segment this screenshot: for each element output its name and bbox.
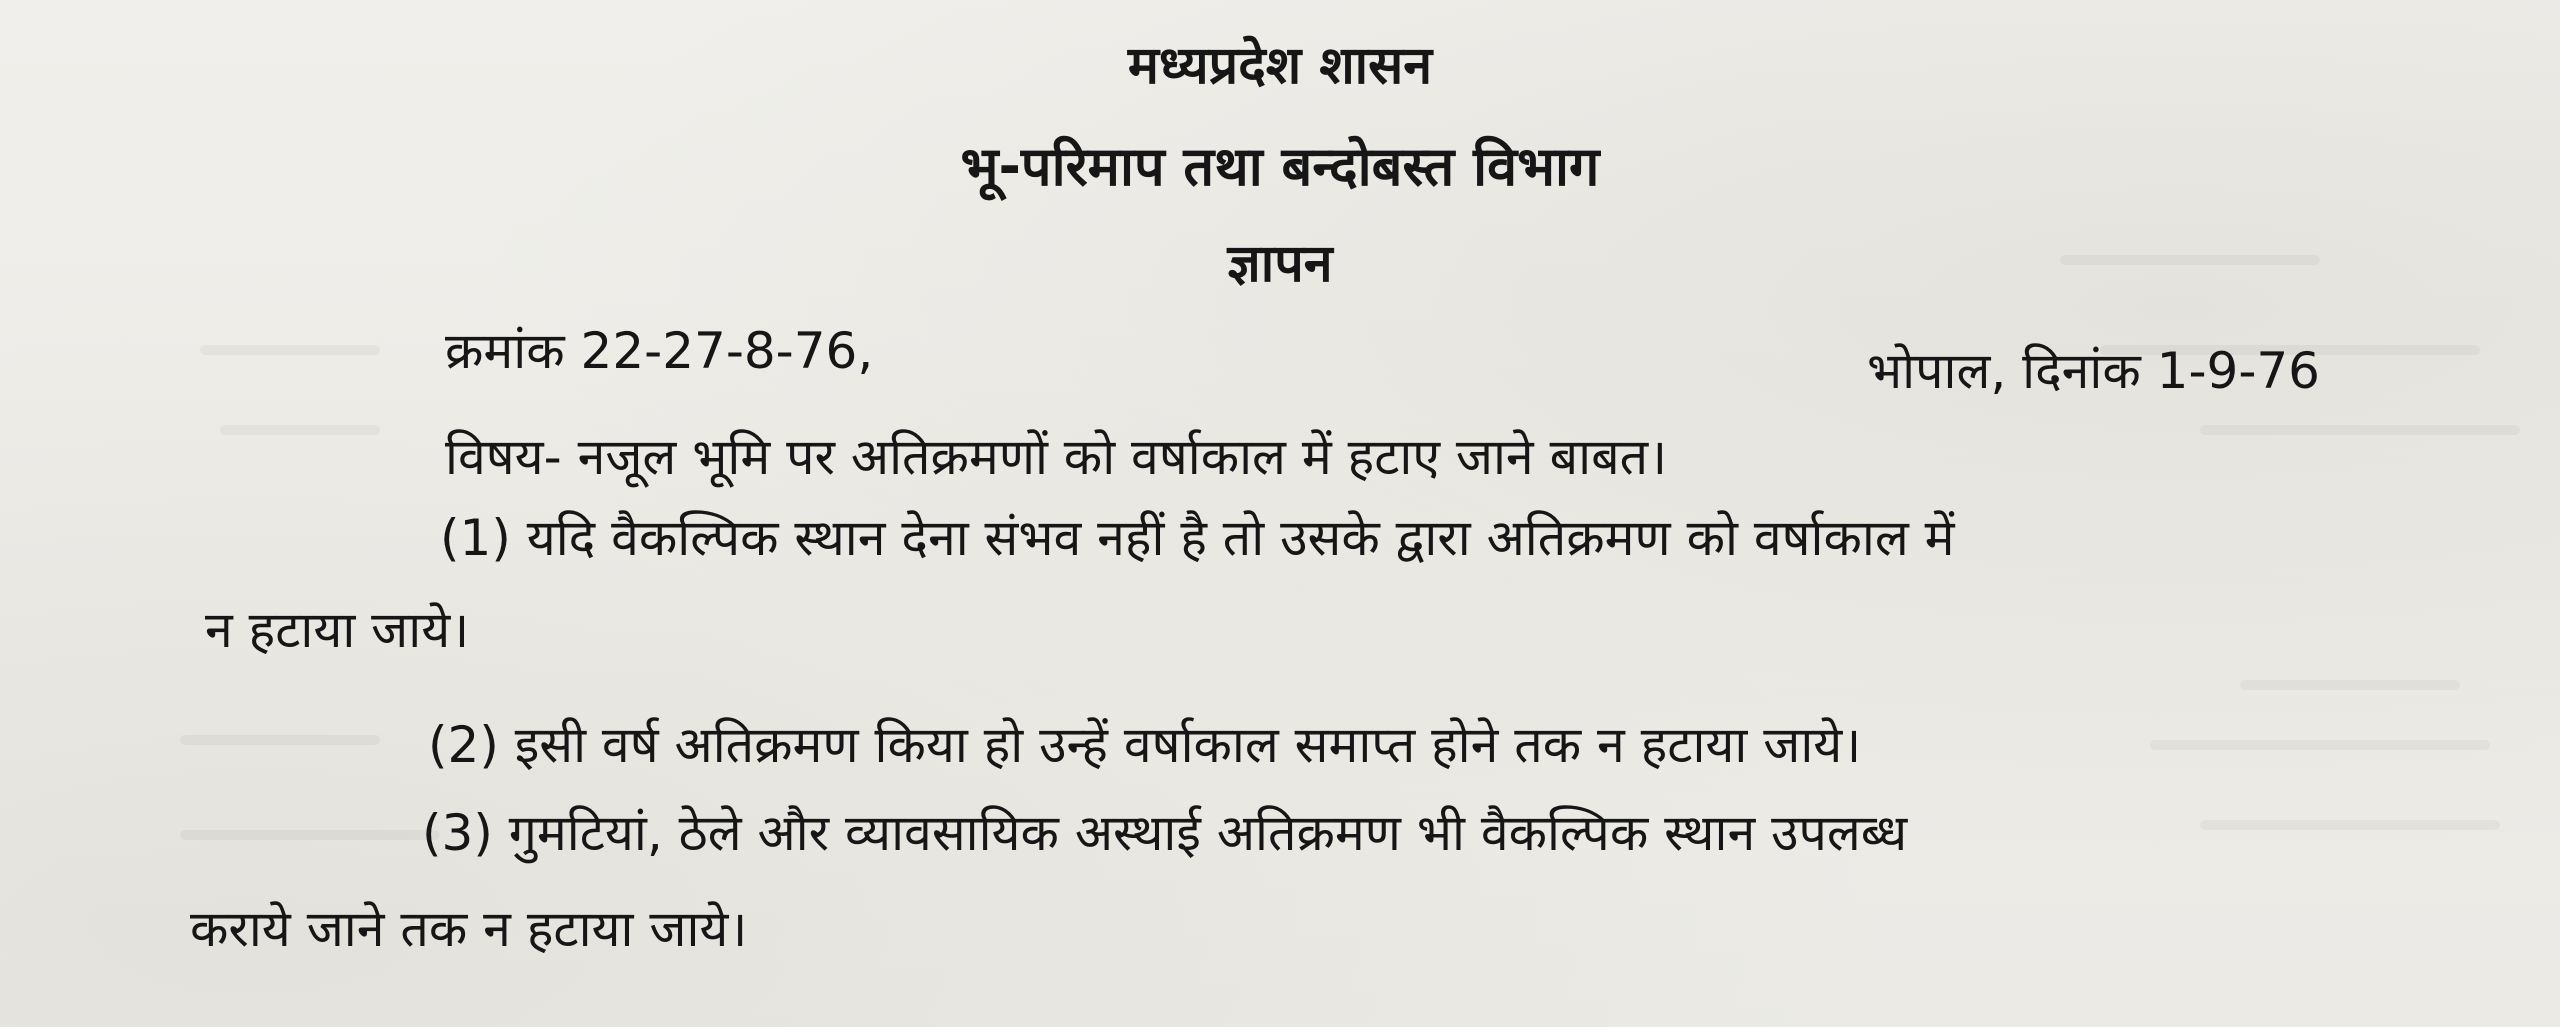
bleed-through-mark: [2200, 425, 2520, 435]
place-date: भोपाल, दिनांक 1-9-76: [1867, 342, 2320, 400]
bleed-through-mark: [2150, 740, 2490, 750]
department-heading: भू-परिमाप तथा बन्दोबस्त विभाग: [960, 135, 1600, 198]
bleed-through-mark: [2200, 820, 2500, 830]
bleed-through-mark: [200, 345, 380, 355]
subject-line: विषय- नजूल भूमि पर अतिक्रमणों को वर्षाकाल में हटाए जाने बाबत।: [445, 428, 1668, 486]
government-heading: मध्यप्रदेश शासन: [1127, 36, 1433, 96]
point-3-line-2: कराये जाने तक न हटाया जाये।: [190, 900, 748, 958]
point-1-line-2: न हटाया जाये।: [205, 601, 470, 659]
point-3-line-1: (3) गुमटियां, ठेले और व्यावसायिक अस्थाई अतिक्रमण भी वैकल्पिक स्थान उपलब्ध: [422, 804, 1908, 862]
bleed-through-mark: [180, 830, 440, 840]
point-2-line-1: (2) इसी वर्ष अतिक्रमण किया हो उन्हें वर्षाकाल समाप्त होने तक न हटाया जाये।: [428, 716, 1862, 774]
memo-heading: ज्ञापन: [1227, 234, 1333, 294]
bleed-through-mark: [220, 425, 380, 435]
reference-number: क्रमांक 22-27-8-76,: [445, 322, 874, 380]
point-1-line-1: (1) यदि वैकल्पिक स्थान देना संभव नहीं है तो उसके द्वारा अतिक्रमण को वर्षाकाल में: [440, 509, 1955, 567]
bleed-through-mark: [2240, 680, 2460, 690]
bleed-through-mark: [180, 735, 380, 745]
